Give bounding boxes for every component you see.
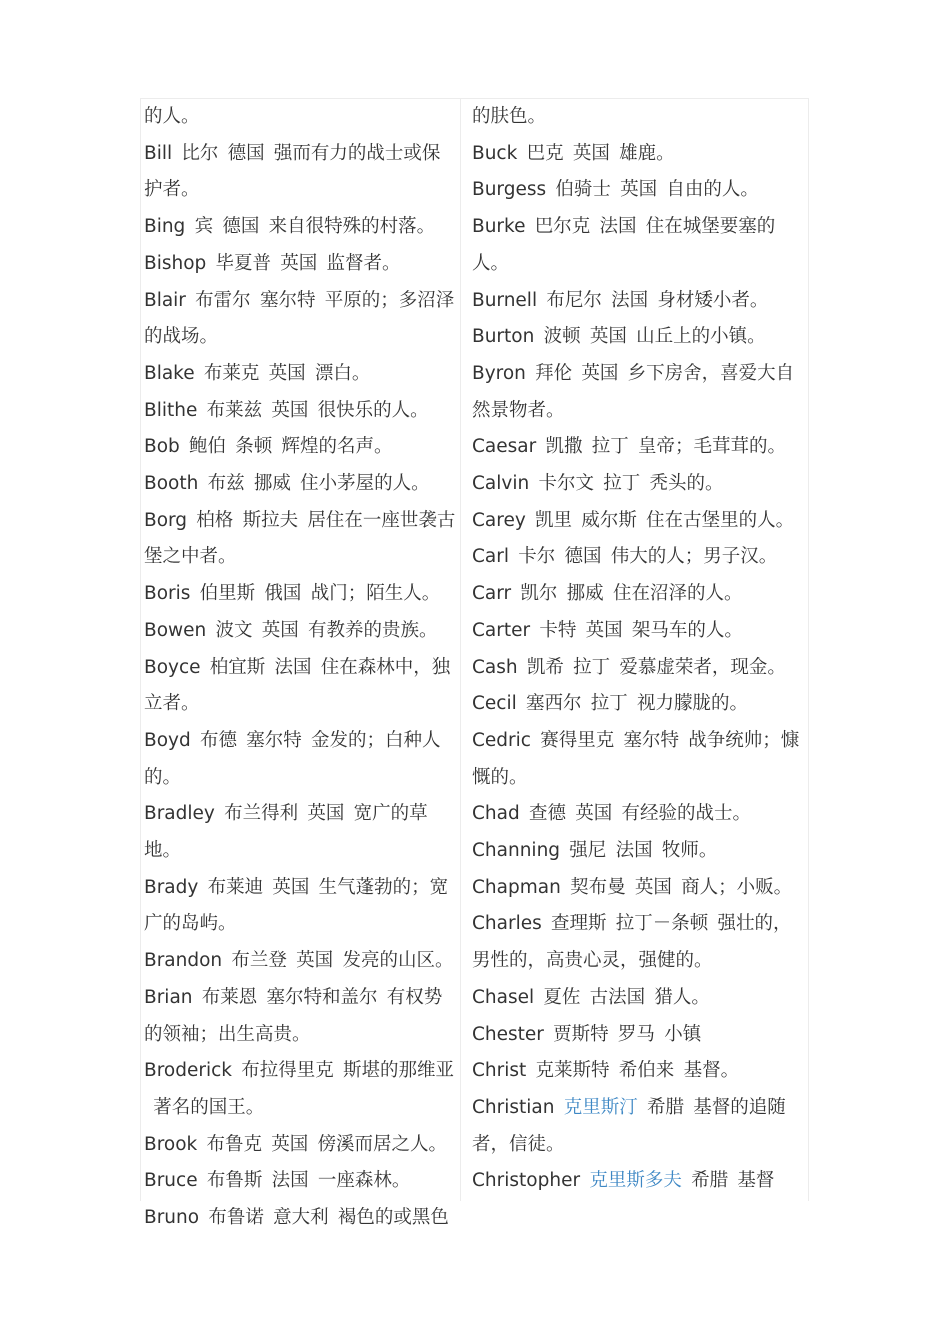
entry-segment: Burton xyxy=(472,326,535,348)
entry-segment: Bob xyxy=(144,436,180,458)
name-entry xyxy=(144,870,458,943)
entry-segment: 布鲁斯 xyxy=(206,1170,263,1192)
entry-segment: 希腊 xyxy=(691,1170,729,1192)
table-column-right xyxy=(461,99,809,1201)
entry-segment: Brady xyxy=(144,876,199,898)
entry-segment: 拉丁 xyxy=(590,693,628,715)
entry-segment: 拜伦 xyxy=(535,362,573,384)
name-entry xyxy=(144,1053,458,1126)
name-entry xyxy=(144,246,458,283)
entry-segment: 秃头的。 xyxy=(649,473,724,495)
name-entry xyxy=(472,796,804,833)
name-entry xyxy=(144,576,458,613)
names-table xyxy=(140,98,809,1229)
entry-segment: 克莱斯特 xyxy=(535,1060,610,1082)
entry-segment: Burke xyxy=(472,216,526,238)
name-entry xyxy=(472,613,804,650)
entry-segment: 拉丁 xyxy=(573,656,611,678)
entry-segment: Calvin xyxy=(472,473,530,495)
entry-segment: 威尔斯 xyxy=(581,509,637,531)
entry-segment: Brandon xyxy=(144,950,223,972)
entry-segment: 德国 xyxy=(227,142,265,164)
name-entry xyxy=(144,1163,458,1200)
entry-segment: Brook xyxy=(144,1133,198,1155)
name-entry xyxy=(472,1163,804,1200)
entry-segment: 强壮的，男性的，高贵心灵，强健的。 xyxy=(472,913,792,972)
entry-segment: 希伯来 xyxy=(618,1060,675,1082)
entry-segment: 英国 xyxy=(585,619,623,641)
entry-segment: Burnell xyxy=(472,289,538,311)
entry-segment: 布鲁诺 xyxy=(208,1207,264,1229)
entry-segment: Christian xyxy=(472,1096,555,1118)
entry-segment: 有经验的战士。 xyxy=(621,803,752,825)
name-entry xyxy=(472,650,804,687)
entry-segment: 凯里 xyxy=(535,509,573,531)
entry-segment: 著名的国王。 xyxy=(153,1096,265,1118)
name-entry xyxy=(144,429,458,466)
name-entry xyxy=(144,503,458,576)
entry-segment: 布德 xyxy=(199,729,237,751)
entry-segment: Bill xyxy=(144,142,173,164)
entry-segment: 法国 xyxy=(611,289,649,311)
chinese-name-link[interactable]: 克里斯多夫 xyxy=(589,1170,682,1192)
entry-segment: 伯骑士 xyxy=(555,179,611,201)
entry-segment: 很快乐的人。 xyxy=(317,399,429,421)
name-entry xyxy=(144,1200,458,1237)
entry-segment: 条顿 xyxy=(235,436,273,458)
name-entry xyxy=(144,650,458,723)
entry-segment: Bruce xyxy=(144,1170,198,1192)
entry-segment: Bowen xyxy=(144,619,207,641)
entry-segment: 比尔 xyxy=(181,142,219,164)
entry-segment: 法国 xyxy=(271,1170,309,1192)
entry-segment: 布拉得里克 xyxy=(241,1060,334,1082)
entry-segment: 布莱恩 xyxy=(201,986,258,1008)
entry-segment: 英国 xyxy=(634,876,672,898)
name-entry xyxy=(472,319,804,356)
entry-segment: 战争统帅；慷慨的。 xyxy=(472,729,800,788)
entry-segment: 有教养的贵族。 xyxy=(308,619,438,641)
entry-segment: 波顿 xyxy=(543,326,581,348)
entry-segment: 挪威 xyxy=(253,473,291,495)
entry-segment: 拉丁 xyxy=(591,436,629,458)
entry-segment: 布尼尔 xyxy=(546,289,602,311)
entry-segment: 监督者。 xyxy=(326,252,401,274)
name-entry xyxy=(472,172,804,209)
table-column-left xyxy=(140,99,461,1229)
name-entry xyxy=(472,99,804,136)
entry-segment: 布兰得利 xyxy=(224,803,299,825)
entry-segment: 契布曼 xyxy=(570,876,626,898)
entry-segment: 身材矮小者。 xyxy=(657,289,769,311)
entry-segment: 英国 xyxy=(572,142,610,164)
entry-segment: 雄鹿。 xyxy=(619,142,675,164)
entry-segment: 赛得里克 xyxy=(540,729,615,751)
name-entry xyxy=(144,209,458,246)
entry-segment: 住在森林中，独立者。 xyxy=(144,656,451,715)
entry-segment: 傍溪而居之人。 xyxy=(317,1133,448,1155)
entry-segment: Broderick xyxy=(144,1060,232,1082)
name-entry xyxy=(144,723,458,796)
entry-segment: Carr xyxy=(472,583,512,605)
entry-segment: 卡尔 xyxy=(518,546,556,568)
entry-segment: Borg xyxy=(144,509,188,531)
name-entry xyxy=(472,429,804,466)
entry-segment: 住在古堡里的人。 xyxy=(646,509,795,531)
entry-segment: 爱慕虚荣者，现金。 xyxy=(619,656,786,678)
entry-segment: 金发的；白种人的。 xyxy=(144,729,441,788)
entry-segment: 的肤色。 xyxy=(472,106,547,127)
name-entry xyxy=(144,393,458,430)
entry-segment: 英国 xyxy=(296,950,334,972)
name-entry xyxy=(144,980,458,1053)
entry-segment: 巴尔克 xyxy=(534,216,591,238)
entry-segment: 商人；小贩。 xyxy=(681,876,793,898)
entry-segment: Bruno xyxy=(144,1207,200,1229)
entry-segment: Chapman xyxy=(472,876,561,898)
entry-segment: 法国 xyxy=(599,216,637,238)
entry-segment: Carter xyxy=(472,619,531,641)
entry-segment: Carl xyxy=(472,546,509,568)
entry-segment: Brian xyxy=(144,986,193,1008)
entry-segment: Blake xyxy=(144,362,195,384)
entry-segment: Cash xyxy=(472,656,518,678)
name-entry xyxy=(144,136,458,209)
entry-segment: 英国 xyxy=(575,803,613,825)
entry-segment: 的人。 xyxy=(144,106,200,127)
entry-segment: Bradley xyxy=(144,803,215,825)
entry-segment: Chasel xyxy=(472,986,535,1008)
entry-segment: 贾斯特 xyxy=(553,1023,609,1045)
entry-segment: 基督的追随者，信徒。 xyxy=(472,1096,786,1155)
entry-segment: 英国 xyxy=(620,179,658,201)
entry-segment: 生气蓬勃的；宽广的岛屿。 xyxy=(144,876,449,935)
entry-segment: 一座森林。 xyxy=(317,1170,411,1192)
entry-segment: Cedric xyxy=(472,729,531,751)
entry-segment: 布雷尔 xyxy=(195,289,251,311)
name-entry xyxy=(472,1053,804,1090)
entry-segment: Boris xyxy=(144,583,191,605)
entry-segment: 辉煌的名声。 xyxy=(281,436,393,458)
entry-segment: 布莱兹 xyxy=(206,399,263,421)
entry-segment: 布兰登 xyxy=(231,950,287,972)
entry-segment: 英国 xyxy=(271,1133,309,1155)
entry-segment: Caesar xyxy=(472,436,537,458)
entry-segment: 有权势的领袖；出生高贵。 xyxy=(144,986,443,1045)
entry-segment: Chad xyxy=(472,803,520,825)
name-entry xyxy=(472,356,804,429)
entry-segment: 毕夏普 xyxy=(215,252,272,274)
entry-segment: 居住在一座世袭古堡之中者。 xyxy=(144,509,456,568)
entry-segment: 英国 xyxy=(280,252,318,274)
entry-segment: Chester xyxy=(472,1023,544,1045)
name-entry xyxy=(144,466,458,503)
entry-segment: 英国 xyxy=(589,326,627,348)
entry-segment: Bing xyxy=(144,216,186,238)
name-entry xyxy=(472,906,804,979)
entry-segment: 强尼 xyxy=(569,840,607,862)
entry-segment: 住在沼泽的人。 xyxy=(612,583,743,605)
entry-segment: 凯撒 xyxy=(545,436,583,458)
entry-segment: 凯尔 xyxy=(520,583,558,605)
name-entry xyxy=(472,136,804,173)
entry-segment: 强而有力的战士或保护者。 xyxy=(144,142,441,201)
entry-segment: 自由的人。 xyxy=(666,179,759,201)
entry-segment: Blair xyxy=(144,289,186,311)
name-entry xyxy=(144,283,458,356)
name-entry xyxy=(144,943,458,980)
entry-segment: 法国 xyxy=(615,840,653,862)
name-entry xyxy=(472,576,804,613)
entry-segment: 查理斯 xyxy=(551,913,607,935)
name-entry xyxy=(472,870,804,907)
entry-segment: Buck xyxy=(472,142,518,164)
entry-segment: 英国 xyxy=(271,399,309,421)
entry-segment: 战门；陌生人。 xyxy=(310,583,441,605)
name-entry xyxy=(472,209,804,282)
entry-segment: 意大利 xyxy=(273,1207,329,1229)
name-entry xyxy=(472,466,804,503)
entry-segment: Christ xyxy=(472,1060,527,1082)
entry-segment: 基督。 xyxy=(683,1060,740,1082)
name-entry xyxy=(144,356,458,393)
entry-segment: 布莱迪 xyxy=(207,876,264,898)
entry-segment: 漂白。 xyxy=(314,362,371,384)
entry-segment: 波文 xyxy=(215,619,253,641)
entry-segment: Boyd xyxy=(144,729,191,751)
entry-segment: 塞尔特 xyxy=(623,729,679,751)
entry-segment: Booth xyxy=(144,473,199,495)
entry-segment: 塞尔特 xyxy=(259,289,316,311)
name-entry xyxy=(144,796,458,869)
entry-segment: 俄国 xyxy=(264,583,302,605)
entry-segment: 小镇 xyxy=(664,1023,702,1045)
name-entry xyxy=(144,613,458,650)
name-entry xyxy=(472,980,804,1017)
entry-segment: 伯里斯 xyxy=(199,583,256,605)
name-entry xyxy=(472,723,804,796)
name-entry xyxy=(144,99,458,136)
entry-segment: 皇帝；毛茸茸的。 xyxy=(638,436,787,458)
entry-segment: 宾 xyxy=(194,216,214,238)
entry-segment: 拉丁－条顿 xyxy=(615,913,709,935)
entry-segment: 法国 xyxy=(274,656,312,678)
entry-segment: 巴克 xyxy=(526,142,564,164)
name-entry xyxy=(472,1017,804,1054)
entry-segment: 卡尔文 xyxy=(538,473,594,495)
entry-segment: 布莱克 xyxy=(203,362,260,384)
entry-segment: 伟大的人；男子汉。 xyxy=(610,546,778,568)
entry-segment: 斯堪的那维亚 xyxy=(342,1060,454,1082)
entry-segment: Blithe xyxy=(144,399,198,421)
entry-segment: 英国 xyxy=(268,362,306,384)
entry-segment: 凯希 xyxy=(526,656,564,678)
entry-segment: Burgess xyxy=(472,179,547,201)
name-entry xyxy=(472,1090,804,1163)
entry-segment: 视力朦胧的。 xyxy=(637,693,749,715)
entry-segment: 斯拉夫 xyxy=(242,509,299,531)
entry-segment: 英国 xyxy=(307,803,345,825)
entry-segment: 平原的；多沼泽的战场。 xyxy=(144,289,455,348)
entry-segment: Charles xyxy=(472,913,542,935)
entry-segment: 柏宜斯 xyxy=(209,656,266,678)
entry-segment: 德国 xyxy=(564,546,602,568)
entry-segment: 罗马 xyxy=(617,1023,655,1045)
name-entry xyxy=(144,1127,458,1164)
entry-segment: 查德 xyxy=(528,803,566,825)
entry-segment: 塞尔特 xyxy=(246,729,302,751)
entry-segment: 塞西尔 xyxy=(526,693,582,715)
entry-segment: 住小茅屋的人。 xyxy=(300,473,430,495)
entry-segment: 乡下房舍，喜爱大自然景物者。 xyxy=(472,362,795,421)
entry-segment: 牧师。 xyxy=(661,840,718,862)
entry-segment: 布兹 xyxy=(207,473,245,495)
entry-segment: 住在城堡要塞的人。 xyxy=(472,216,776,274)
name-entry xyxy=(472,833,804,870)
entry-segment: 发亮的山区。 xyxy=(342,950,454,972)
name-entry xyxy=(472,686,804,723)
entry-segment: 德国 xyxy=(222,216,260,238)
entry-segment: 夏佐 xyxy=(543,986,581,1008)
name-entry xyxy=(472,539,804,576)
entry-segment: Carey xyxy=(472,509,526,531)
entry-segment: 来自很特殊的村落。 xyxy=(268,216,436,238)
entry-segment: 基督 xyxy=(737,1170,775,1192)
entry-segment: Byron xyxy=(472,362,526,384)
left-column-entries xyxy=(141,99,460,1237)
entry-segment: 褐色的或黑色 xyxy=(337,1207,449,1229)
entry-segment: 塞尔特和盖尔 xyxy=(266,986,378,1008)
chinese-name-link[interactable]: 克里斯汀 xyxy=(563,1096,638,1118)
entry-segment: Boyce xyxy=(144,656,201,678)
entry-segment: 卡特 xyxy=(539,619,577,641)
name-entry xyxy=(472,283,804,320)
entry-segment: 挪威 xyxy=(566,583,604,605)
entry-segment: 布鲁克 xyxy=(206,1133,263,1155)
entry-segment: Channing xyxy=(472,840,561,862)
entry-segment: 猎人。 xyxy=(654,986,710,1008)
right-column-entries xyxy=(461,99,808,1200)
entry-segment: 拉丁 xyxy=(603,473,641,495)
entry-segment: 架马车的人。 xyxy=(631,619,743,641)
entry-segment: 宽广的草地。 xyxy=(144,803,428,862)
entry-segment: 鲍伯 xyxy=(189,436,227,458)
entry-segment: 英国 xyxy=(272,876,310,898)
entry-segment: 山丘上的小镇。 xyxy=(636,326,766,348)
entry-segment: Christopher xyxy=(472,1170,581,1192)
entry-segment: 古法国 xyxy=(589,986,646,1008)
entry-segment: 英国 xyxy=(261,619,299,641)
name-entry xyxy=(472,503,804,540)
entry-segment: Bishop xyxy=(144,252,207,274)
entry-segment: 柏格 xyxy=(196,509,234,531)
entry-segment: 希腊 xyxy=(647,1096,685,1118)
entry-segment: Cecil xyxy=(472,693,517,715)
entry-segment: 英国 xyxy=(581,362,619,384)
